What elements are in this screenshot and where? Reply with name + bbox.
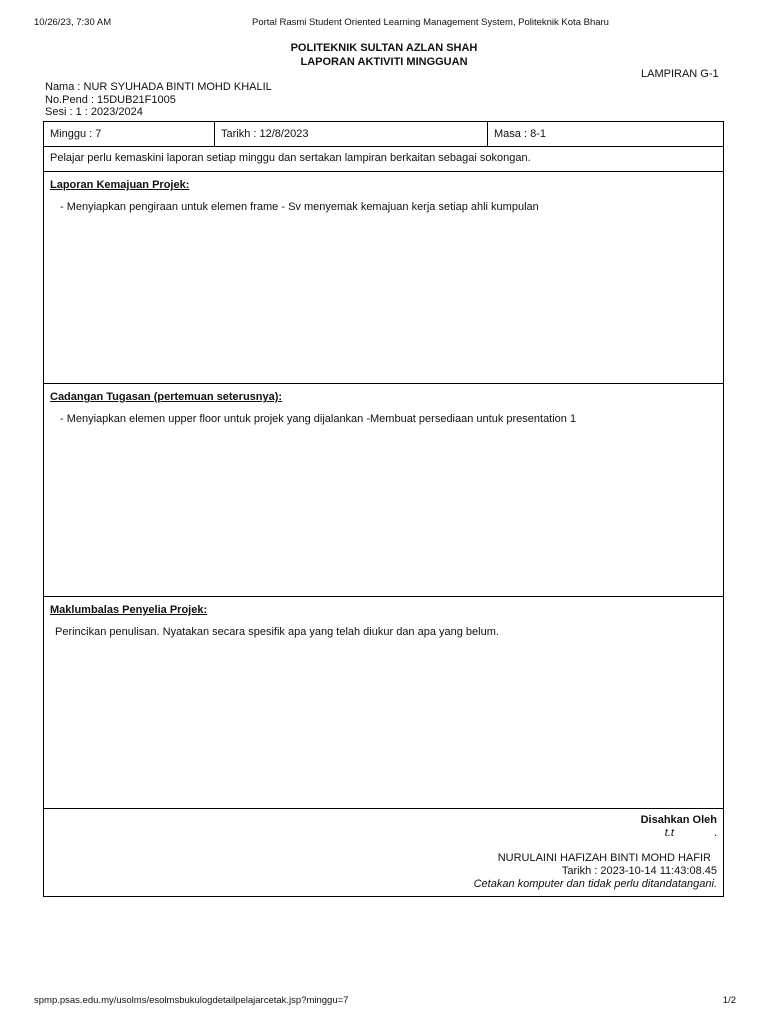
section-title: Cadangan Tugasan (pertemuan seterusnya): — [50, 391, 283, 403]
week-cell: Minggu : 7 — [44, 122, 215, 146]
page-number: 1/2 — [722, 995, 736, 1006]
student-name: Nama : NUR SYUHADA BINTI MOHD KHALIL — [45, 81, 272, 93]
weekly-report-form — [43, 121, 724, 897]
signature-tt-suffix: . — [713, 827, 717, 839]
section-body: Perincikan penulisan. Nyatakan secara spesifik apa yang telah diukur dan apa yang belum. — [55, 626, 499, 638]
time-cell: Masa : 8-1 — [494, 128, 546, 140]
section-body: - Menyiapkan pengiraan untuk elemen frame - Sv menyemak kemajuan kerja setiap ahli kumpulan — [60, 201, 539, 213]
signature-tt — [665, 827, 717, 839]
computer-print-note: Cetakan komputer dan tidak perlu ditandatangani. — [473, 878, 717, 890]
student-reg-no: No.Pend : 15DUB21F1005 — [45, 93, 176, 106]
institution-name: POLITEKNIK SULTAN AZLAN SHAH — [290, 42, 478, 54]
document-heading — [0, 41, 768, 69]
supervisor-name: NURULAINI HAFIZAH BINTI MOHD HAFIR — [497, 852, 711, 864]
student-session: Sesi : 1 : 2023/2024 — [45, 106, 143, 118]
info-row — [44, 122, 723, 147]
section-body: - Menyiapkan elemen upper floor untuk projek yang dijalankan -Membuat persediaan untuk presentation 1 — [60, 413, 577, 425]
date-cell: Tarikh : 12/8/2023 — [215, 122, 488, 146]
student-details — [45, 81, 272, 119]
signature-block — [44, 809, 723, 896]
attachment-label: LAMPIRAN G-1 — [641, 68, 719, 80]
progress-report-section — [44, 172, 723, 384]
instruction-row: Pelajar perlu kemaskini laporan setiap minggu dan sertakan lampiran berkaitan sebagai sokongan. — [44, 147, 723, 172]
portal-title: Portal Rasmi Student Oriented Learning Management System, Politeknik Kota Bharu — [252, 17, 609, 28]
section-title: Laporan Kemajuan Projek: — [50, 179, 190, 191]
section-title: Maklumbalas Penyelia Projek: — [50, 604, 208, 616]
verification-date: Tarikh : 2023-10-14 11:43:08.45 — [561, 865, 717, 877]
report-title: LAPORAN AKTIVITI MINGGUAN — [300, 56, 468, 68]
next-task-section — [44, 384, 723, 597]
verified-by-label: Disahkan Oleh — [640, 814, 717, 826]
signature-tt-text: t.t — [664, 827, 674, 839]
supervisor-feedback-section — [44, 597, 723, 809]
print-datetime: 10/26/23, 7:30 AM — [34, 17, 112, 28]
page-url: spmp.psas.edu.my/usolms/esolmsbukulogdetailpelajarcetak.jsp?minggu=7 — [34, 995, 349, 1006]
